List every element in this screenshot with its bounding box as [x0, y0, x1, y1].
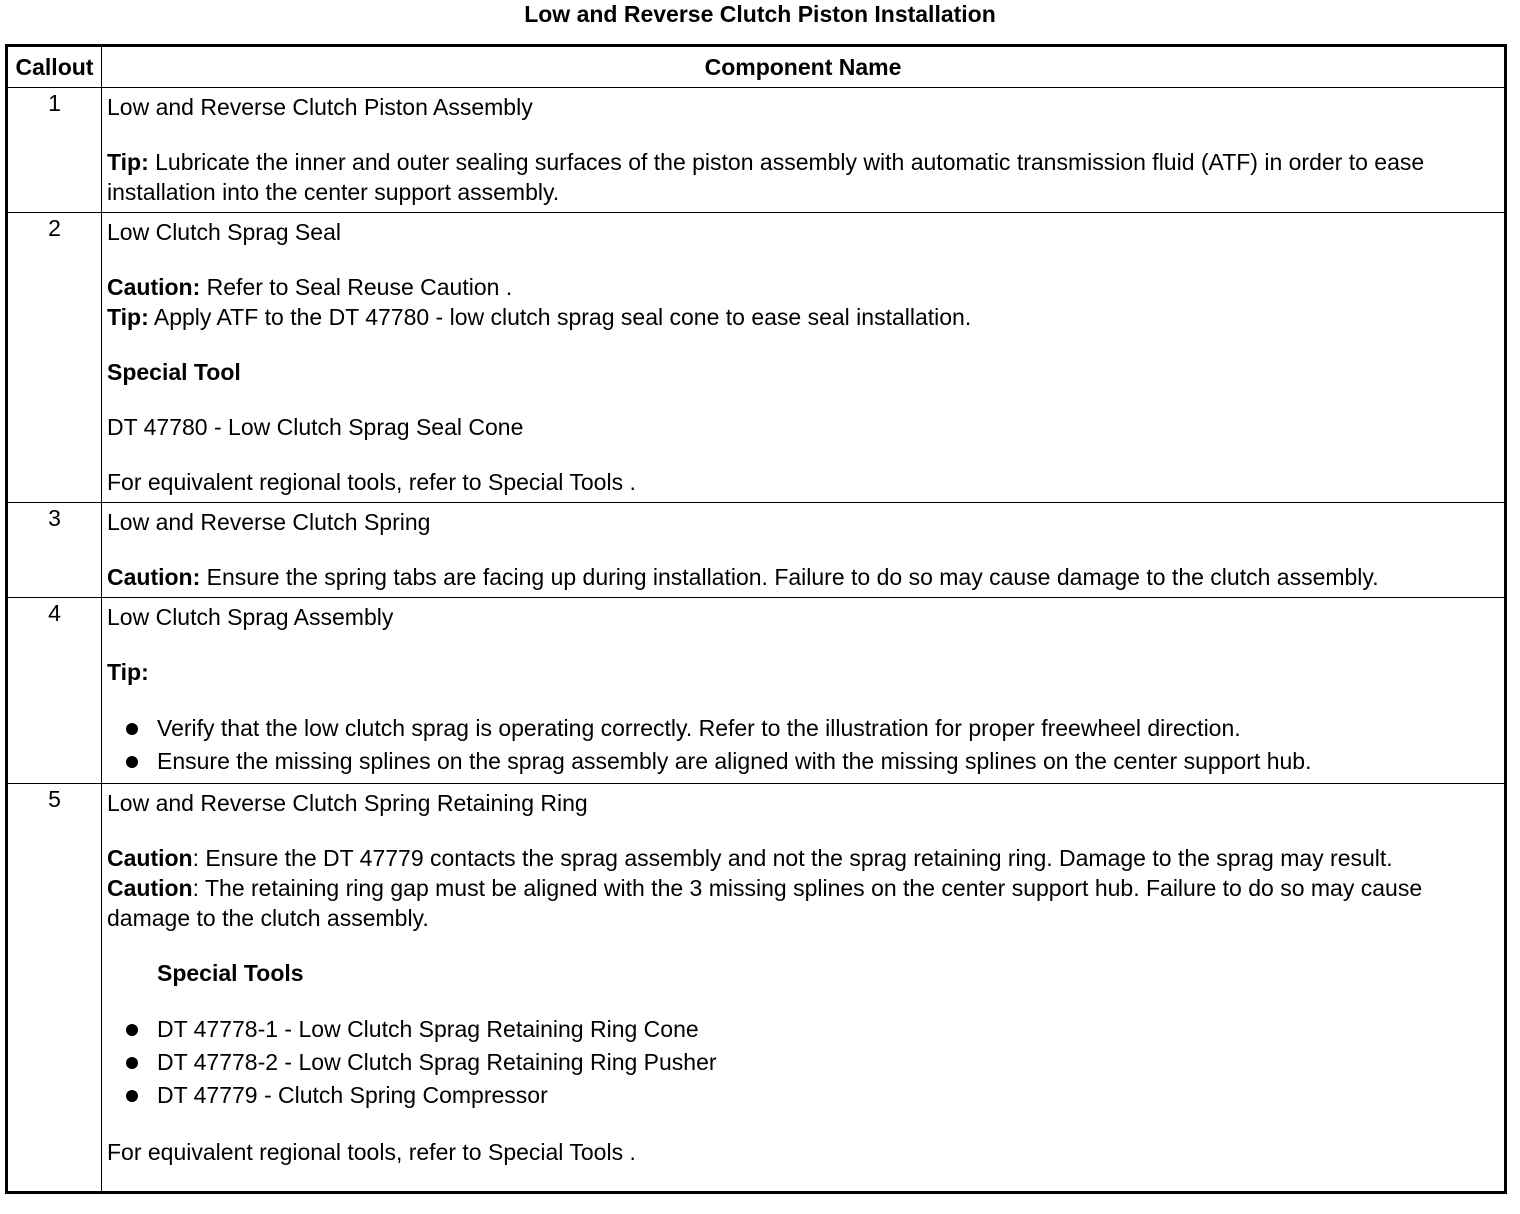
- table-row: [7, 503, 1506, 598]
- bullet-icon: [126, 1090, 138, 1102]
- component-cell: [102, 213, 1506, 503]
- tip-label: Tip:: [107, 659, 149, 685]
- component-name: Low and Reverse Clutch Spring: [107, 509, 431, 535]
- callout-number: 2: [7, 213, 102, 503]
- list-item: DT 47779 - Clutch Spring Compressor: [107, 1079, 1498, 1112]
- caution-note: [107, 272, 1498, 302]
- table-row: [7, 88, 1506, 213]
- callout-number: 4: [7, 598, 102, 784]
- special-tools-list: [107, 1013, 1498, 1112]
- caution-note: [107, 873, 1498, 933]
- tip-note: [107, 147, 1498, 207]
- caution-text: : Ensure the DT 47779 contacts the sprag assembly and not the sprag retaining ring. Damage to the sprag may result.: [192, 845, 1393, 871]
- list-item: Verify that the low clutch sprag is operating correctly. Refer to the illustration for proper freewheel direction.: [107, 712, 1498, 745]
- component-cell: [102, 88, 1506, 213]
- tip-bullet-list: [107, 712, 1498, 778]
- table-row: [7, 213, 1506, 503]
- callout-number: 3: [7, 503, 102, 598]
- callout-number: 1: [7, 88, 102, 213]
- list-item: DT 47778-1 - Low Clutch Sprag Retaining Ring Cone: [107, 1013, 1498, 1046]
- page-title: Low and Reverse Clutch Piston Installation: [524, 1, 996, 27]
- tip-text: Apply ATF to the DT 47780 - low clutch sprag seal cone to ease seal installation.: [148, 304, 972, 330]
- header-component-name: Component Name: [102, 46, 1506, 88]
- component-cell: [102, 598, 1506, 784]
- caution-label: Caution:: [107, 274, 201, 300]
- component-cell: [102, 503, 1506, 598]
- component-cell: [102, 784, 1506, 1193]
- list-item: DT 47778-2 - Low Clutch Sprag Retaining Ring Pusher: [107, 1046, 1498, 1079]
- tip-label: Tip:: [107, 304, 149, 330]
- bullet-icon: [126, 723, 138, 735]
- caution-label: Caution:: [107, 564, 201, 590]
- bullet-icon: [126, 1057, 138, 1069]
- tip-text: Lubricate the inner and outer sealing surfaces of the piston assembly with automatic transmission fluid (ATF) in order to ease installation into the center support assembly.: [107, 149, 1425, 205]
- regional-tools-note: For equivalent regional tools, refer to Special Tools .: [107, 1139, 636, 1165]
- caution-label: Caution: [107, 875, 193, 901]
- component-name: Low and Reverse Clutch Piston Assembly: [107, 94, 533, 120]
- special-tool-heading: Special Tool: [107, 359, 241, 385]
- caution-text: : The retaining ring gap must be aligned with the 3 missing splines on the center support hub. Failure to do so may cause damage to the clutch assembly.: [107, 875, 1423, 931]
- list-item: Ensure the missing splines on the sprag assembly are aligned with the missing splines on the center support hub.: [107, 745, 1498, 778]
- header-callout: Callout: [7, 46, 102, 88]
- callout-table: [5, 44, 1507, 1194]
- caution-note: [107, 843, 1498, 873]
- special-tool-item: DT 47780 - Low Clutch Sprag Seal Cone: [107, 414, 524, 440]
- caution-text: Ensure the spring tabs are facing up during installation. Failure to do so may cause damage to the clutch assembly.: [200, 564, 1379, 590]
- regional-tools-note: For equivalent regional tools, refer to Special Tools .: [107, 469, 636, 495]
- component-name: Low and Reverse Clutch Spring Retaining Ring: [107, 790, 588, 816]
- bullet-icon: [126, 756, 138, 768]
- component-name: Low Clutch Sprag Assembly: [107, 604, 394, 630]
- table-row: [7, 598, 1506, 784]
- table-header-row: [7, 46, 1506, 88]
- callout-number: 5: [7, 784, 102, 1193]
- bullet-icon: [126, 1024, 138, 1036]
- tip-note: [107, 302, 1498, 332]
- caution-label: Caution: [107, 845, 193, 871]
- table-row: [7, 784, 1506, 1193]
- caution-note: [107, 562, 1498, 592]
- tip-label: Tip:: [107, 149, 149, 175]
- component-name: Low Clutch Sprag Seal: [107, 219, 341, 245]
- caution-text: Refer to Seal Reuse Caution .: [200, 274, 513, 300]
- special-tools-heading: Special Tools: [157, 960, 304, 986]
